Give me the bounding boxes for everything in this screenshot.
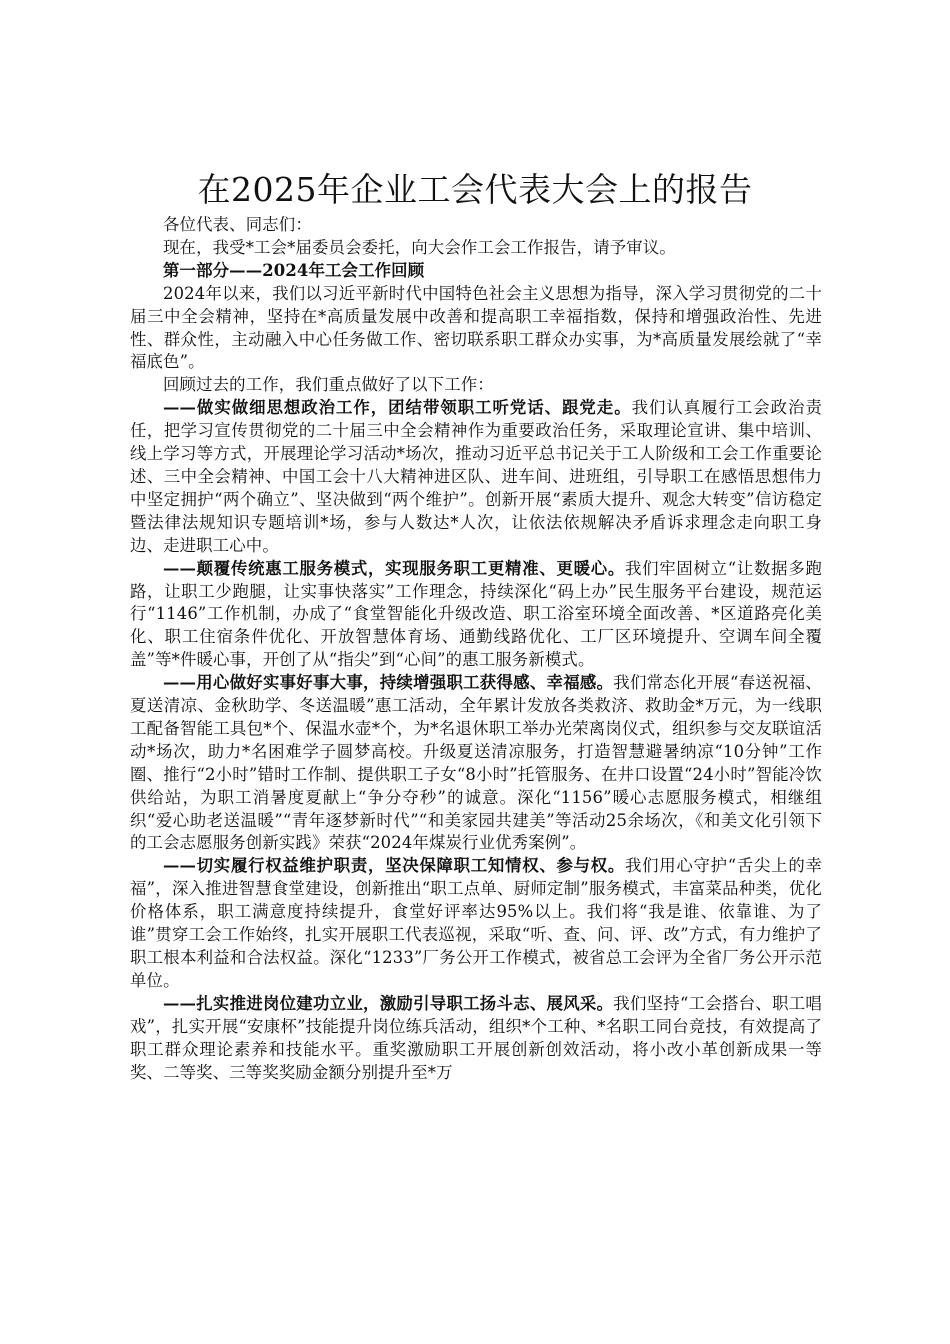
work-item-text: 我们坚持“工会搭台、职工唱戏”，扎实开展“安康杯”技能提升岗位练兵活动，组织*个工种、*名职工同台竞技，有效提高了职工群众理论素养和技能水平。重奖激励职工开展创新创效活动，将小改小革创新成果一等奖、二等奖、三等奖奖励金额分别提升至*万 — [130, 993, 822, 1082]
document-title: 在2025年企业工会代表大会上的报告 — [197, 170, 753, 209]
work-item-lead: ——切实履行权益维护职责，坚决保障职工知情权、参与权。 — [163, 856, 625, 876]
greeting: 各位代表、同志们： — [163, 215, 312, 234]
work-item-lead: ——扎实推进岗位建功立业，激励引导职工扬斗志、展风采。 — [163, 993, 614, 1013]
paragraph: 2024年以来，我们以习近平新时代中国特色社会主义思想为指导，深入学习贯彻党的二十届三中全会精神，坚持在*高质量发展中改善和提高职工幸福指数，保持和增强政治性、先进性、群众性，主动融入中心任务做工作、密切联系职工群众办实事，为*高质量发展绘就了“幸福底色”。 — [130, 283, 822, 372]
work-item-paragraph — [130, 855, 822, 992]
work-item-text: 我们牢固树立“让数据多跑路，让职工少跑腿，让实事快落实”工作理念，持续深化“码上办”民生服务平台建设，规范运行“1146”工作机制，办成了“食堂智能化升级改造、职工浴室环境全面改善、*区道路亮化美化、职工住宿条件优化、开放智慧体育场、通勤线路优化、工厂区环境提升、空调车间全覆盖”等*件暖心事，开创了从“指尖”到“心间”的惠工服务新模式。 — [130, 558, 822, 670]
document-body — [130, 214, 822, 1084]
work-item-paragraph — [130, 672, 822, 855]
work-item-text: 我们常态化开展“春送祝福、夏送清凉、金秋助学、冬送温暖”惠工活动，全年累计发放各类救济、救助金*万元，为一线职工配备智能工具包*个、保温水壶*个，为*名退休职工举办光荣离岗仪式，组织参与交友联谊活动*场次，助力*名困难学子圆梦高校。升级夏送清凉服务，打造智慧避暑纳凉“10分钟”工作圈、推行“2小时”错时工作制、提供职工子女“8小时”托管服务、在井口设置“24小时”智能冷饮供给站，为职工消暑度夏献上“争分夺秒”的诚意。深化“1156”暖心志愿服务模式，相继组织“爱心助老送温暖”“青年逐梦新时代”“和美家园共建美”等活动25余场次，《和美文化引领下的工会志愿服务创新实践》荣获“2024年煤炭行业优秀案例”。 — [130, 673, 822, 853]
paragraph: 回顾过去的工作，我们重点做好了以下工作： — [163, 375, 494, 395]
work-item-lead: ——颠覆传统惠工服务模式，实现服务职工更精准、更暖心。 — [163, 558, 625, 578]
work-item-paragraph — [130, 558, 822, 673]
work-item-lead: ——做实做细思想政治工作，团结带领职工听党话、跟党走。 — [163, 398, 632, 418]
intro-paragraph: 现在，我受*工会*届委员会委托，向大会作工会工作报告，请予审议。 — [163, 237, 676, 257]
work-item-text: 我们认真履行工会政治责任，把学习宣传贯彻党的二十届三中全会精神作为重要政治任务，采取理论宣讲、集中培训、线上学习等方式，开展理论学习活动*场次，推动习近平总书记关于工人阶级和工会工作重要论述、三中全会精神、中国工会十八大精神进区队、进车间、进班组，引导职工在感悟思想伟力中坚定拥护“两个确立”、坚决做到“两个维护”。创新开展“素质大提升、观念大转变”信访稳定暨法律法规知识专题培训*场，参与人数达*人次，让依法依规解决矛盾诉求理念走向职工身边、走进职工心中。 — [130, 398, 822, 555]
work-item-lead: ——用心做好实事好事大事，持续增强职工获得感、幸福感。 — [163, 673, 614, 693]
work-item-paragraph — [130, 993, 822, 1085]
section-heading: 第一部分——2024年工会工作回顾 — [163, 260, 425, 280]
work-item-paragraph — [130, 397, 822, 557]
work-item-text: 我们用心守护“舌尖上的幸福”，深入推进智慧食堂建设，创新推出“职工点单、厨师定制”服务模式，丰富菜品种类，优化价格体系，职工满意度持续提升，食堂好评率达95%以上。我们将“我是谁、依靠谁、为了谁”贯穿工会工作始终，扎实开展职工代表巡视，采取“听、查、问、评、改”方式，有力维护了职工根本利益和合法权益。深化“1233”厂务公开工作模式，被省总工会评为全省厂务公开示范单位。 — [130, 856, 822, 990]
